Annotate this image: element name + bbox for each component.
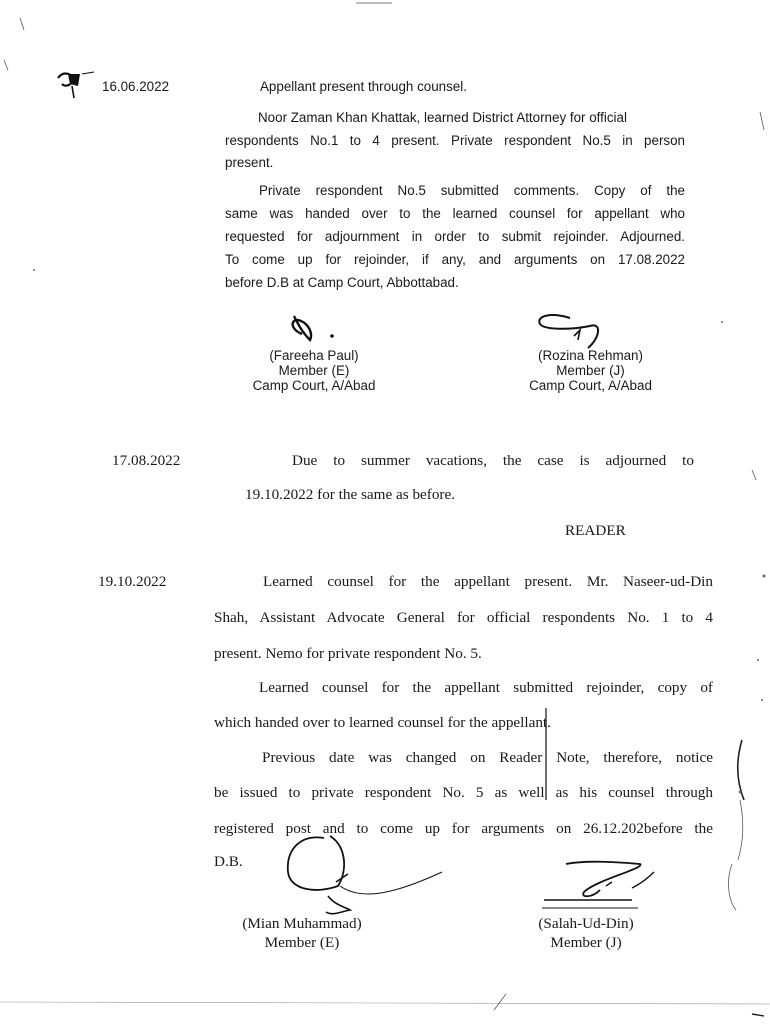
signatory-name: (Rozina Rehman)	[538, 348, 643, 363]
signatory-role: Member (E)	[264, 934, 340, 951]
order-text-line: registered post and to come up for arguments on 26.12.202before the	[214, 820, 713, 837]
order-text-line: Shah, Assistant Advocate General for official respondents No. 1 to 4	[214, 609, 713, 626]
signatory-name: (Fareeha Paul)	[269, 348, 359, 363]
order-text-line: Private respondent No.5 submitted comments. Copy of the	[259, 183, 685, 198]
signatory-place: Camp Court, A/Abad	[529, 378, 652, 393]
pen-mark	[540, 706, 552, 802]
order-text-line: requested for adjournment in order to submit rejoinder. Adjourned.	[225, 229, 685, 244]
order-text-line: 19.10.2022 for the same as before.	[245, 486, 456, 503]
entry-date: 19.10.2022	[98, 573, 167, 590]
order-text-line: respondents No.1 to 4 present. Private respondent No.5 in person	[225, 133, 685, 148]
entry-date: 17.08.2022	[112, 452, 181, 469]
order-text-line: D.B.	[214, 853, 243, 870]
order-text-line: same was handed over to the learned counsel for appellant who	[225, 206, 685, 221]
order-text-line: be issued to private respondent No. 5 as well as his counsel through	[214, 784, 713, 801]
order-text-line: Appellant present through counsel.	[260, 79, 467, 94]
signatory-role: Member (E)	[278, 363, 350, 378]
signatory-block	[514, 914, 658, 952]
order-text-line: Previous date was changed on Reader Note, therefore, notice	[262, 749, 713, 766]
order-text-line: Learned counsel for the appellant present. Mr. Naseer-ud-Din	[263, 573, 713, 590]
signatory-block	[218, 914, 386, 952]
signatory-name: (Salah-Ud-Din)	[538, 915, 634, 932]
signatory-place: Camp Court, A/Abad	[252, 378, 376, 393]
signatory-block	[508, 348, 673, 393]
order-text-line: To come up for rejoinder, if any, and arguments on 17.08.2022	[225, 252, 685, 267]
order-text-line: Due to summer vacations, the case is adjourned to	[292, 452, 694, 469]
order-text-line: present.	[225, 155, 274, 170]
reader-signature-label: READER	[565, 522, 626, 539]
handwritten-signature	[280, 826, 450, 926]
handwritten-signature	[530, 308, 610, 352]
order-text-line: before D.B at Camp Court, Abbottabad.	[225, 275, 459, 290]
order-text-line: Learned counsel for the appellant submitted rejoinder, copy of	[259, 679, 713, 696]
signatory-role: Member (J)	[556, 363, 625, 378]
order-text-line: which handed over to learned counsel for the appellant.	[214, 714, 551, 731]
signatory-name: (Mian Muhammad)	[242, 915, 362, 932]
order-text-line: Noor Zaman Khan Khattak, learned District Attorney for official	[258, 110, 627, 125]
entry-date: 16.06.2022	[102, 79, 170, 94]
handwritten-signature	[536, 858, 676, 914]
handwritten-signature	[284, 310, 344, 350]
signatory-role: Member (J)	[550, 934, 622, 951]
order-text-line: present. Nemo for private respondent No. 5.	[214, 645, 482, 662]
signatory-block	[234, 348, 394, 393]
